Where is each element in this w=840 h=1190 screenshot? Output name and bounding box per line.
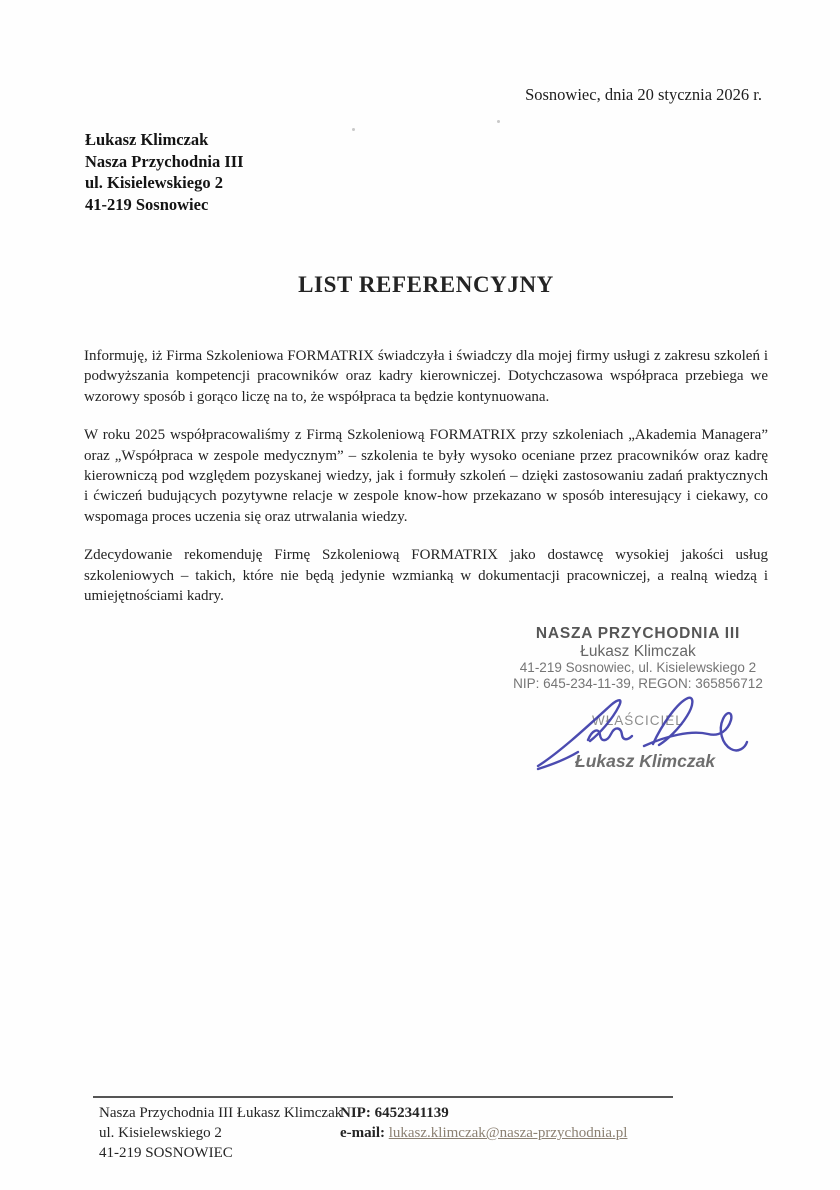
paragraph-1: Informuję, iż Firma Szkoleniowa FORMATRIX świadczyła i świadczy dla mojej firmy usługi z zakresu szkoleń i podwyższania kompetencji pracowników oraz kadry kierowniczej. Dotychczasowa współpraca przebiega we wzorowy sposób i gorąco liczę na to, że współpraca ta będzie kontynuowana. — [84, 348, 768, 405]
footer-city-line: 41-219 SOSNOWIEC — [99, 1145, 233, 1161]
footer-company-line: Nasza Przychodnia III Łukasz Klimczak — [99, 1105, 343, 1121]
footer-nip: NIP: 6452341139 — [340, 1105, 449, 1121]
owner-role-stamp: WŁAŚCICIEL — [592, 713, 684, 728]
letter-body — [84, 346, 768, 624]
date-line: Sosnowiec, dnia 20 stycznia 2026 r. — [525, 85, 762, 104]
signature-strokes — [538, 698, 747, 769]
page-title: LIST REFERENCYJNY — [298, 272, 554, 297]
sender-company: Nasza Przychodnia III — [85, 151, 244, 171]
footer-email-link[interactable]: lukasz.klimczak@nasza-przychodnia.pl — [388, 1125, 628, 1141]
scan-speck — [497, 120, 500, 123]
signature-area — [520, 690, 770, 785]
footer-email-row — [340, 1123, 627, 1143]
stamp-address: 41-219 Sosnowiec, ul. Kisielewskiego 2 — [519, 660, 757, 675]
company-stamp — [438, 624, 838, 692]
signature-printed-name: Łukasz Klimczak — [575, 751, 716, 771]
stamp-company-name: NASZA PRZYCHODNIA III — [535, 625, 741, 642]
paragraph-3: Zdecydowanie rekomenduję Firmę Szkoleniową FORMATRIX jako dostawcę wysokiej jakości usług szkoleniowych – takich, które nie będą jedynie wzmianką w dokumentacji pracowniczej, a realną wiedzą i umiejętnościami kadry. — [84, 547, 768, 605]
paragraph-2: W roku 2025 współpracowaliśmy z Firmą Szkoleniową FORMATRIX przy szkoleniach „Akademia Managera” oraz „Współpraca w zespole medycznym” – szkolenia te były wysoko oceniane przez pracowników oraz kadrę kierowniczą pod względem pozyskanej wiedzy, jak i formuły szkoleń – dzięki zastosowaniu zadań praktycznych i ćwiczeń budujących pozytywne relacje w zespole know-how przekazano w sposób interesujący i ciekawy, co wspomaga proces uczenia się oraz utrwalania wiedzy. — [84, 427, 768, 525]
stamp-owner-name: Łukasz Klimczak — [580, 643, 696, 660]
footer-divider — [93, 1096, 673, 1098]
sender-street: ul. Kisielewskiego 2 — [85, 173, 223, 192]
sender-name: Łukasz Klimczak — [85, 130, 209, 149]
footer-email-label: e-mail: — [340, 1125, 385, 1141]
footer-address-block — [99, 1103, 342, 1163]
footer-contact-block — [340, 1103, 627, 1143]
handwritten-signature-ink — [526, 692, 758, 776]
footer-street-line: ul. Kisielewskiego 2 — [99, 1125, 222, 1141]
stamp-registration: NIP: 645-234-11-39, REGON: 365856712 — [513, 676, 763, 691]
sender-block — [85, 129, 244, 215]
sender-city: 41-219 Sosnowiec — [85, 194, 209, 214]
scan-speck — [352, 128, 355, 131]
